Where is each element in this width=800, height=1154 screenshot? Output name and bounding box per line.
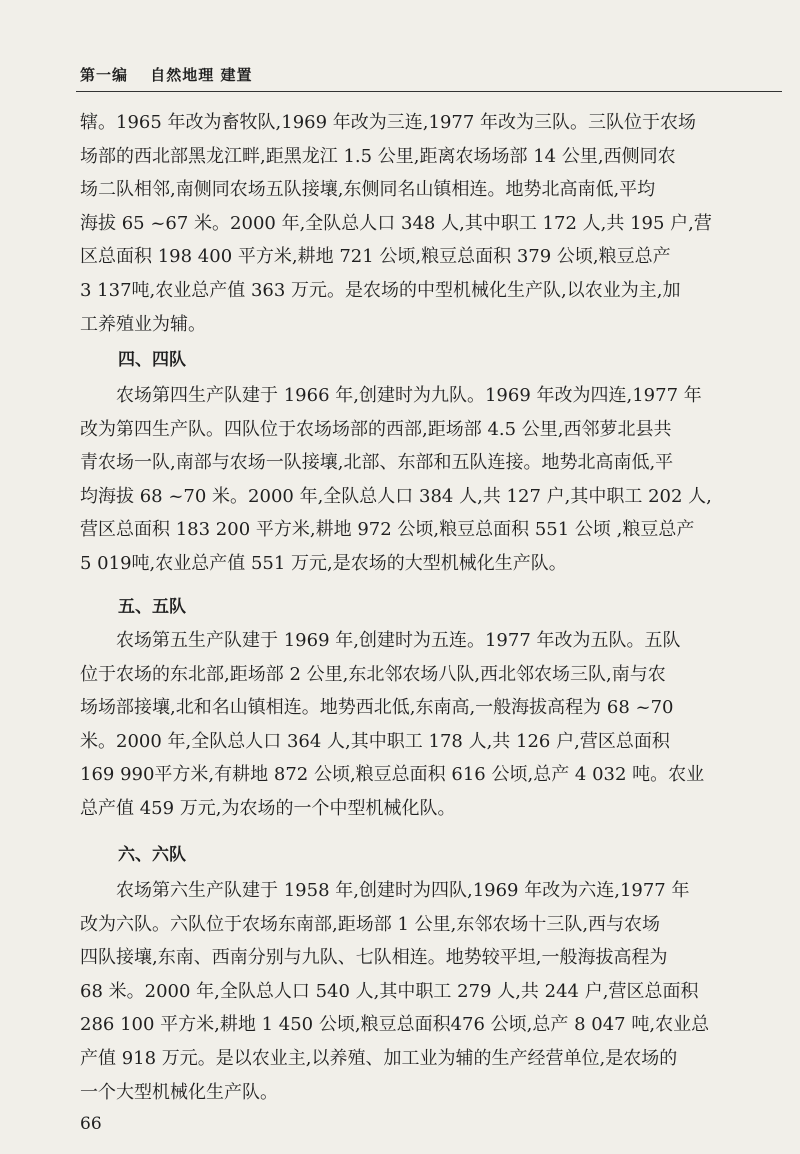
running-header — [80, 64, 268, 85]
paragraph-continued: 辖。1965 年改为畜牧队,1969 年改为三连,1977 年改为三队。三队位于农场 场部的西北部黑龙江畔,距黑龙江 1.5 公里,距离农场场部 14 公里,西侧同农 场二队相邻,南侧同农场五队接壤,东侧同名山镇相连。地势北高南低,平均 海拔 65 ~67 米。2000 年,全队总人口 348 人,其中职工 172 人,共 195 户,营 区总面积 198 400 平方米,耕地 721 公顷,粮豆总面积 379 公顷,粮豆总产 3 137吨,农业总产值 363 万元。是农场的中型机械化生产队,以农业为主,加 工养殖业为辅。 — [80, 112, 712, 335]
section-heading-5: 五、五队 — [118, 597, 186, 617]
section-body-4: 农场第四生产队建于 1966 年,创建时为九队。1969 年改为四连,1977 年 改为第四生产队。四队位于农场场部的西部,距场部 4.5 公里,西邻萝北县共 青农场一队,南部与农场一队接壤,北部、东部和五队连接。地势北高南低,平 均海拔 68 ~70 米。2000 年,全队总人口 384 人,共 127 户,其中职工 202 人, 营区总面积 183 200 平方米,耕地 972 公顷,粮豆总面积 551 公顷 ,粮豆总产 5 019吨,农业总产值 551 万元,是农场的大型机械化生产队。 — [80, 385, 712, 574]
header-part: 第一编 — [80, 66, 129, 84]
header-title: 自然地理 建置 — [150, 66, 253, 84]
section-heading-6: 六、六队 — [118, 845, 186, 865]
section-body-6: 农场第六生产队建于 1958 年,创建时为四队,1969 年改为六连,1977 年 改为六队。六队位于农场东南部,距场部 1 公里,东邻农场十三队,西与农场 四队接壤,东南、西南分别与九队、七队相连。地势较平坦,一般海拔高程为 68 米。2000 年,全队总人口 540 人,其中职工 279 人,共 244 户,营区总面积 286 100 平方米,耕地 1 450 公顷,粮豆总面积476 公顷,总产 8 047 吨,农业总 产值 918 万元。是以农业主,以养殖、加工业为辅的生产经营单位,是农场的 一个大型机械化生产队。 — [80, 880, 710, 1103]
section-body-5: 农场第五生产队建于 1969 年,创建时为五连。1977 年改为五队。五队 位于农场的东北部,距场部 2 公里,东北邻农场八队,西北邻农场三队,南与农 场场部接壤,北和名山镇相连。地势西北低,东南高,一般海拔高程为 68 ~70 米。2000 年,全队总人口 364 人,其中职工 178 人,共 126 户,营区总面积 169 990平方米,有耕地 872 公顷,粮豆总面积 616 公顷,总产 4 032 吨。农业 总产值 459 万元,为农场的一个中型机械化队。 — [80, 630, 705, 819]
page-number: 66 — [80, 1114, 102, 1134]
header-rule — [76, 91, 782, 92]
section-heading-4: 四、四队 — [118, 350, 186, 370]
